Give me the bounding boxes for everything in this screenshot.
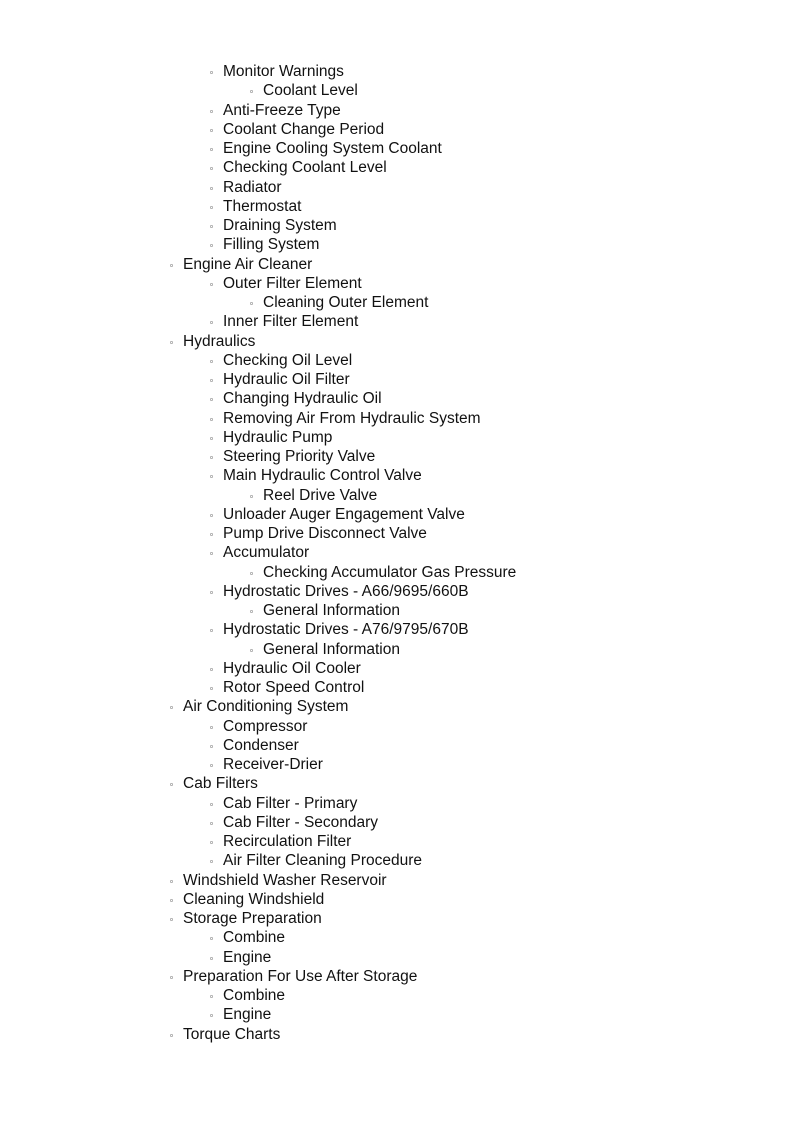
square-bullet-icon xyxy=(209,139,217,158)
toc-entry-level-2[interactable] xyxy=(0,736,794,755)
toc-outline-list xyxy=(0,62,794,1044)
toc-entry-label: Engine xyxy=(223,948,272,966)
toc-entry-label: Draining System xyxy=(223,217,337,234)
toc-entry-level-3[interactable] xyxy=(0,486,794,505)
toc-entry-level-1[interactable] xyxy=(0,909,794,928)
square-bullet-icon xyxy=(169,909,177,928)
square-bullet-icon xyxy=(209,370,217,389)
toc-entry-level-3[interactable] xyxy=(0,563,794,582)
toc-entry-label: Cab Filter - Primary xyxy=(223,794,358,812)
toc-entry-label: Steering Priority Valve xyxy=(223,448,376,465)
toc-entry-label: Reel Drive Valve xyxy=(263,486,378,504)
toc-entry-level-1[interactable] xyxy=(0,890,794,909)
square-bullet-icon xyxy=(209,101,217,120)
toc-entry-level-2[interactable] xyxy=(0,524,794,543)
toc-entry-level-2[interactable] xyxy=(0,620,794,639)
toc-entry-level-2[interactable] xyxy=(0,389,794,408)
toc-entry-label: Hydraulic Oil Cooler xyxy=(223,659,361,677)
toc-entry-level-2[interactable] xyxy=(0,813,794,832)
toc-entry-level-2[interactable] xyxy=(0,543,794,562)
toc-entry-label: Preparation For Use After Storage xyxy=(183,967,418,985)
square-bullet-icon xyxy=(209,274,217,293)
square-bullet-icon xyxy=(209,235,217,254)
square-bullet-icon xyxy=(209,197,217,216)
toc-entry-label: Monitor Warnings xyxy=(223,63,344,80)
square-bullet-icon xyxy=(169,255,177,274)
toc-entry-label: Changing Hydraulic Oil xyxy=(223,390,382,408)
toc-entry-label: Combine xyxy=(223,929,286,947)
square-bullet-icon xyxy=(209,832,217,851)
square-bullet-icon xyxy=(169,890,177,909)
toc-entry-level-2[interactable] xyxy=(0,312,794,331)
toc-entry-level-3[interactable] xyxy=(0,601,794,620)
toc-entry-label: Combine xyxy=(223,987,286,1004)
toc-entry-level-1[interactable] xyxy=(0,255,794,274)
square-bullet-icon xyxy=(249,563,257,582)
square-bullet-icon xyxy=(209,794,217,813)
square-bullet-icon xyxy=(209,678,217,697)
toc-entry-label: Hydraulic Pump xyxy=(223,428,333,446)
toc-entry-level-3[interactable] xyxy=(0,640,794,659)
square-bullet-icon xyxy=(209,158,217,177)
toc-entry-level-2[interactable] xyxy=(0,428,794,447)
toc-entry-level-2[interactable] xyxy=(0,216,794,235)
toc-entry-label: Cab Filter - Secondary xyxy=(223,813,379,831)
square-bullet-icon xyxy=(169,967,177,986)
toc-entry-label: General Information xyxy=(263,640,400,658)
toc-entry-level-3[interactable] xyxy=(0,81,794,100)
toc-entry-label: Storage Preparation xyxy=(183,910,322,927)
toc-entry-level-2[interactable] xyxy=(0,659,794,678)
toc-entry-level-2[interactable] xyxy=(0,197,794,216)
square-bullet-icon xyxy=(209,351,217,370)
toc-entry-level-2[interactable] xyxy=(0,351,794,370)
toc-entry-level-1[interactable] xyxy=(0,332,794,351)
toc-entry-label: Coolant Level xyxy=(263,82,358,100)
toc-entry-label: Torque Charts xyxy=(183,1025,281,1043)
square-bullet-icon xyxy=(249,81,257,100)
square-bullet-icon xyxy=(209,659,217,678)
toc-entry-level-2[interactable] xyxy=(0,678,794,697)
square-bullet-icon xyxy=(209,312,217,331)
toc-entry-level-2[interactable] xyxy=(0,120,794,139)
square-bullet-icon xyxy=(209,1005,217,1024)
square-bullet-icon xyxy=(249,601,257,620)
square-bullet-icon xyxy=(209,62,217,81)
toc-entry-label: Accumulator xyxy=(223,544,310,562)
toc-entry-level-2[interactable] xyxy=(0,370,794,389)
square-bullet-icon xyxy=(169,774,177,793)
toc-entry-level-2[interactable] xyxy=(0,447,794,466)
toc-entry-label: Engine Air Cleaner xyxy=(183,255,313,273)
square-bullet-icon xyxy=(209,582,217,601)
toc-entry-label: Main Hydraulic Control Valve xyxy=(223,467,422,485)
square-bullet-icon xyxy=(209,466,217,485)
toc-entry-level-2[interactable] xyxy=(0,1005,794,1024)
square-bullet-icon xyxy=(209,524,217,543)
toc-entry-level-2[interactable] xyxy=(0,274,794,293)
square-bullet-icon xyxy=(209,428,217,447)
toc-entry-label: Anti-Freeze Type xyxy=(223,101,341,119)
square-bullet-icon xyxy=(169,871,177,890)
toc-entry-level-2[interactable] xyxy=(0,62,794,81)
toc-entry-label: Air Conditioning System xyxy=(183,698,349,716)
toc-entry-level-2[interactable] xyxy=(0,948,794,967)
toc-entry-level-2[interactable] xyxy=(0,466,794,485)
toc-entry-level-2[interactable] xyxy=(0,235,794,254)
toc-entry-label: Cleaning Windshield xyxy=(183,890,325,908)
toc-entry-label: Checking Oil Level xyxy=(223,351,353,369)
toc-entry-level-2[interactable] xyxy=(0,101,794,120)
toc-entry-label: Filling System xyxy=(223,236,320,254)
toc-entry-level-1[interactable] xyxy=(0,774,794,793)
square-bullet-icon xyxy=(209,178,217,197)
square-bullet-icon xyxy=(209,409,217,428)
toc-entry-label: Inner Filter Element xyxy=(223,313,359,331)
square-bullet-icon xyxy=(249,293,257,312)
square-bullet-icon xyxy=(209,851,217,870)
toc-entry-level-2[interactable] xyxy=(0,409,794,428)
toc-entry-label: Hydraulics xyxy=(183,332,256,350)
toc-entry-label: Radiator xyxy=(223,178,282,196)
toc-entry-label: Checking Coolant Level xyxy=(223,159,387,177)
toc-entry-label: Receiver-Drier xyxy=(223,756,323,773)
toc-entry-level-2[interactable] xyxy=(0,851,794,870)
toc-entry-label: Cab Filters xyxy=(183,775,258,793)
square-bullet-icon xyxy=(209,389,217,408)
toc-entry-label: Outer Filter Element xyxy=(223,274,362,292)
square-bullet-icon xyxy=(209,543,217,562)
toc-entry-label: Pump Drive Disconnect Valve xyxy=(223,525,427,542)
square-bullet-icon xyxy=(169,1025,177,1044)
square-bullet-icon xyxy=(209,216,217,235)
toc-entry-level-2[interactable] xyxy=(0,986,794,1005)
square-bullet-icon xyxy=(249,640,257,659)
square-bullet-icon xyxy=(209,755,217,774)
toc-entry-level-2[interactable] xyxy=(0,178,794,197)
square-bullet-icon xyxy=(209,948,217,967)
toc-entry-label: Air Filter Cleaning Procedure xyxy=(223,852,423,870)
toc-entry-label: Engine xyxy=(223,1006,272,1024)
square-bullet-icon xyxy=(209,736,217,755)
square-bullet-icon xyxy=(209,447,217,466)
toc-entry-level-2[interactable] xyxy=(0,505,794,524)
toc-entry-label: Condenser xyxy=(223,736,299,754)
toc-entry-level-2[interactable] xyxy=(0,139,794,158)
toc-entry-level-2[interactable] xyxy=(0,717,794,736)
toc-entry-level-2[interactable] xyxy=(0,928,794,947)
toc-entry-label: Removing Air From Hydraulic System xyxy=(223,409,481,427)
toc-entry-label: Hydrostatic Drives - A76/9795/670B xyxy=(223,621,469,639)
toc-entry-label: Coolant Change Period xyxy=(223,120,385,138)
toc-entry-level-2[interactable] xyxy=(0,582,794,601)
toc-entry-label: Thermostat xyxy=(223,197,302,215)
toc-entry-label: Checking Accumulator Gas Pressure xyxy=(263,563,517,581)
square-bullet-icon xyxy=(209,813,217,832)
square-bullet-icon xyxy=(249,486,257,505)
toc-entry-level-1[interactable] xyxy=(0,697,794,716)
toc-entry-label: Windshield Washer Reservoir xyxy=(183,871,387,889)
toc-entry-level-1[interactable] xyxy=(0,1025,794,1044)
square-bullet-icon xyxy=(209,928,217,947)
square-bullet-icon xyxy=(209,620,217,639)
toc-entry-level-3[interactable] xyxy=(0,293,794,312)
toc-entry-level-1[interactable] xyxy=(0,967,794,986)
toc-entry-label: Rotor Speed Control xyxy=(223,679,365,696)
toc-entry-label: Hydrostatic Drives - A66/9695/660B xyxy=(223,582,469,600)
square-bullet-icon xyxy=(209,120,217,139)
toc-entry-label: General Information xyxy=(263,602,400,619)
square-bullet-icon xyxy=(169,697,177,716)
toc-entry-level-2[interactable] xyxy=(0,832,794,851)
toc-entry-label: Unloader Auger Engagement Valve xyxy=(223,505,465,523)
square-bullet-icon xyxy=(169,332,177,351)
toc-entry-label: Engine Cooling System Coolant xyxy=(223,140,442,157)
toc-entry-label: Hydraulic Oil Filter xyxy=(223,371,350,388)
toc-entry-level-2[interactable] xyxy=(0,755,794,774)
square-bullet-icon xyxy=(209,505,217,524)
square-bullet-icon xyxy=(209,986,217,1005)
toc-entry-level-2[interactable] xyxy=(0,158,794,177)
toc-entry-label: Recirculation Filter xyxy=(223,833,352,850)
square-bullet-icon xyxy=(209,717,217,736)
toc-entry-label: Cleaning Outer Element xyxy=(263,294,429,311)
toc-entry-label: Compressor xyxy=(223,717,308,735)
toc-entry-level-2[interactable] xyxy=(0,794,794,813)
toc-entry-level-1[interactable] xyxy=(0,871,794,890)
